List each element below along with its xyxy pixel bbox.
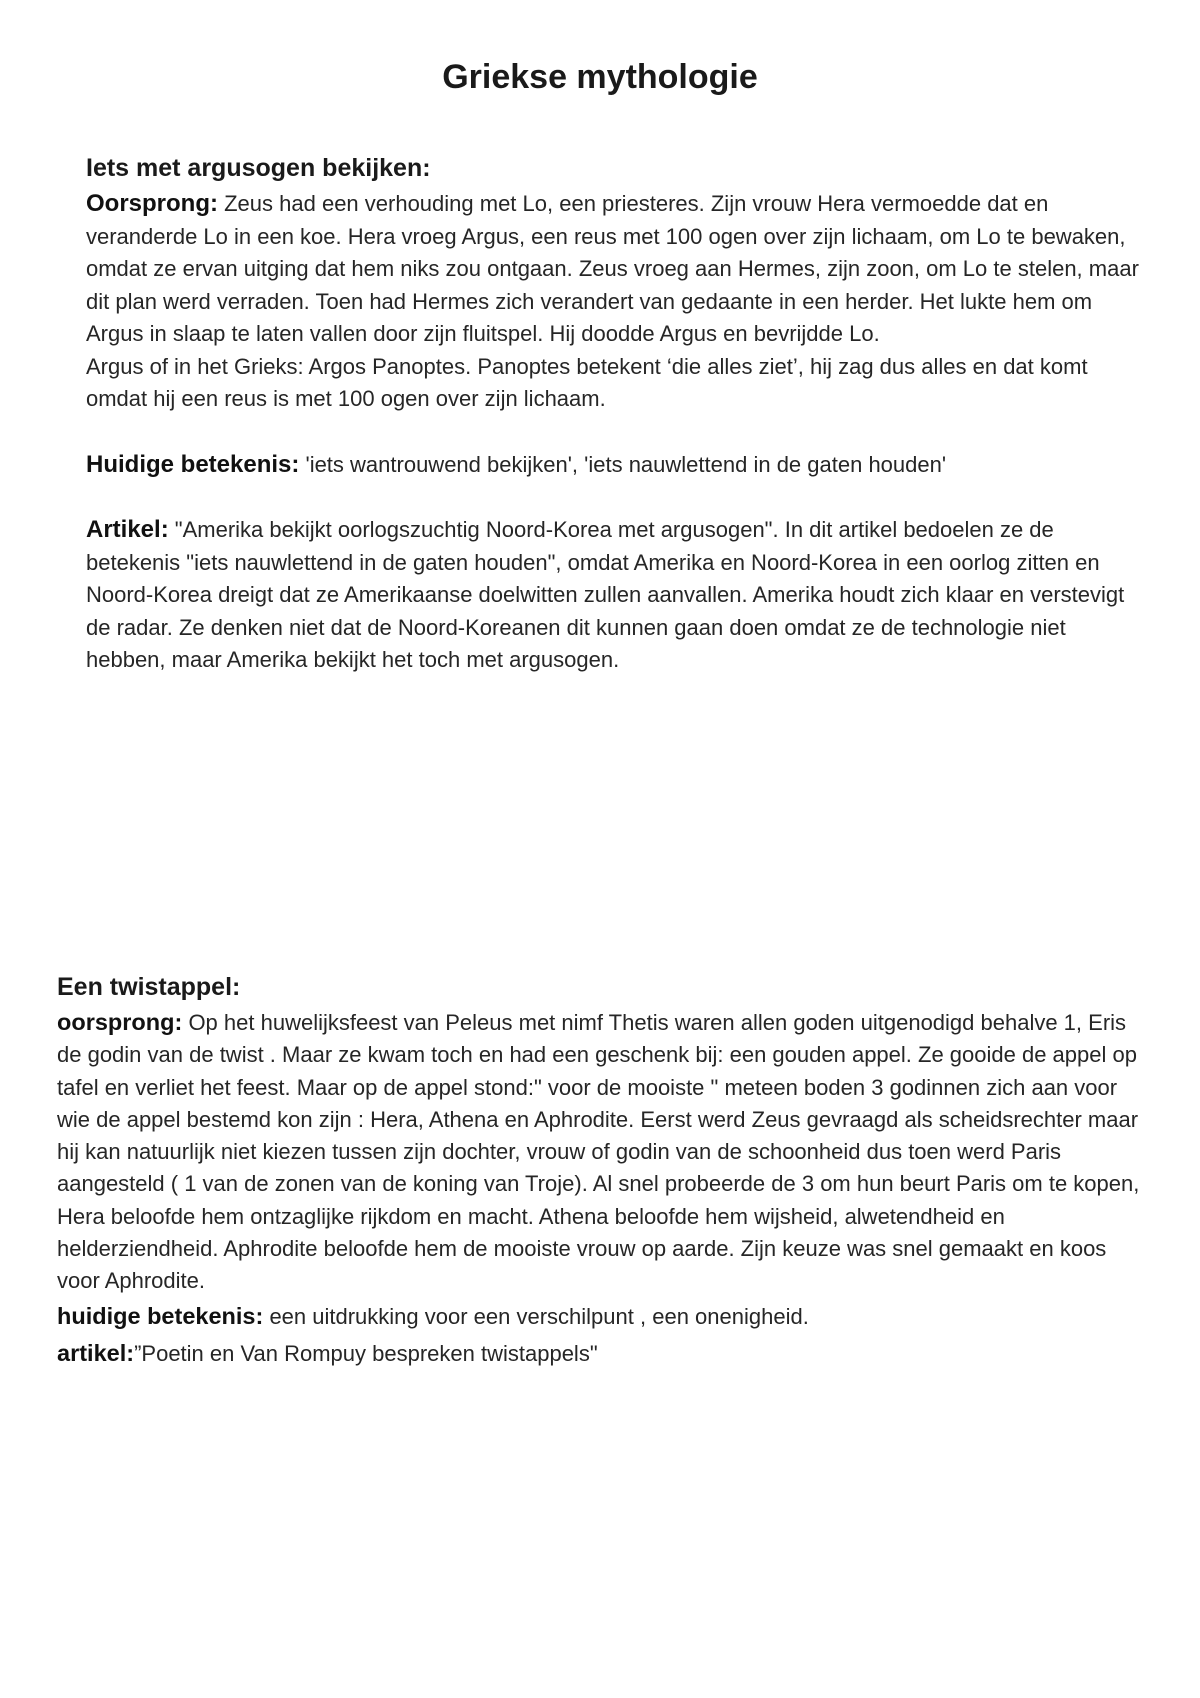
meaning-paragraph: [57, 1298, 1147, 1335]
spacer: [86, 416, 1146, 449]
article-label: Artikel:: [86, 516, 169, 543]
origin-paragraph: [57, 1006, 1147, 1298]
meaning-label: huidige betekenis:: [57, 1302, 264, 1329]
section-argusogen: [86, 150, 1146, 677]
meaning-label: Huidige betekenis:: [86, 450, 300, 478]
origin-paragraph: [86, 188, 1146, 351]
origin-label: oorsprong:: [57, 1009, 183, 1035]
spacer: [86, 481, 1146, 514]
section-heading: Iets met argusogen bekijken:: [86, 154, 431, 182]
section-heading: Een twistappel:: [57, 973, 241, 1001]
origin-label: Oorsprong:: [86, 190, 218, 217]
document-title: Griekse mythologie: [442, 58, 758, 96]
meaning-text: een uitdrukking voor een verschilpunt , een onenigheid.: [263, 1303, 809, 1329]
origin-text: Op het huwelijksfeest van Peleus met nimf Thetis waren allen goden uitgenodigd behalve 1, Eris de godin van de twist . Maar ze kwam toch en had een geschenk bij: een gouden appel. Ze gooide de appel op tafel en verliet het feest. Maar op de appel stond:" voor de mooiste " meteen boden 3 godinnen zich aan voor wie de appel bestemd kon zijn : Hera, Athena en Aphrodite. Eerst werd Zeus gevraagd als scheidsrechter maar hij kan natuurlijk niet kiezen tussen zijn dochter, vrouw of godin van de schoonheid dus toen werd Paris aangesteld ( 1 van de zonen van de koning van Troje). Al snel probeerde de 3 om hun beurt Paris om te kopen, Hera beloofde hem ontzaglijke rijkdom en macht. Athena beloofde hem wijsheid, alwetendheid en helderziendheid. Aphrodite beloofde hem de mooiste vrouw op aarde. Zijn keuze was snel gemaakt en koos voor Aphrodite.: [57, 1010, 1140, 1294]
meaning-paragraph: [86, 449, 1146, 482]
meaning-text: 'iets wantrouwend bekijken', 'iets nauwlettend in de gaten houden': [299, 451, 947, 477]
article-paragraph: [57, 1335, 1147, 1372]
origin-text: Zeus had een verhouding met Lo, een priesteres. Zijn vrouw Hera vermoedde dat en veranderde Lo in een koe. Hera vroeg Argus, een reus met 100 ogen over zijn lichaam, om Lo te bewaken, omdat ze ervan uitging dat hem niks zou ontgaan. Zeus vroeg aan Hermes, zijn zoon, om Lo te stelen, maar dit plan werd verraden. Toen had Hermes zich verandert van gedaante in een herder. Het lukte hem om Argus in slaap te laten vallen door zijn fluitspel. Hij doodde Argus en bevrijdde Lo.: [86, 191, 1139, 346]
section-twistappel: [57, 969, 1147, 1372]
origin-paragraph-continued: Argus of in het Grieks: Argos Panoptes. Panoptes betekent ‘die alles ziet’, hij zag dus alles en dat komt omdat hij een reus is met 100 ogen over zijn lichaam.: [86, 353, 1088, 411]
article-text: "Amerika bekijkt oorlogszuchtig Noord-Korea met argusogen". In dit artikel bedoelen ze de betekenis "iets nauwlettend in de gaten houden", omdat Amerika en Noord-Korea in een oorlog zitten en Noord-Korea dreigt dat ze Amerikaanse doelwitten zullen aanvallen. Amerika houdt zich klaar en verstevigt de radar. Ze denken niet dat de Noord-Koreanen dit kunnen gaan doen omdat ze de technologie niet hebben, maar Amerika bekijkt het toch met argusogen.: [86, 517, 1125, 672]
article-text: ”Poetin en Van Rompuy bespreken twistappels": [134, 1340, 598, 1366]
article-label: artikel:: [57, 1339, 135, 1366]
article-paragraph: [86, 514, 1146, 677]
